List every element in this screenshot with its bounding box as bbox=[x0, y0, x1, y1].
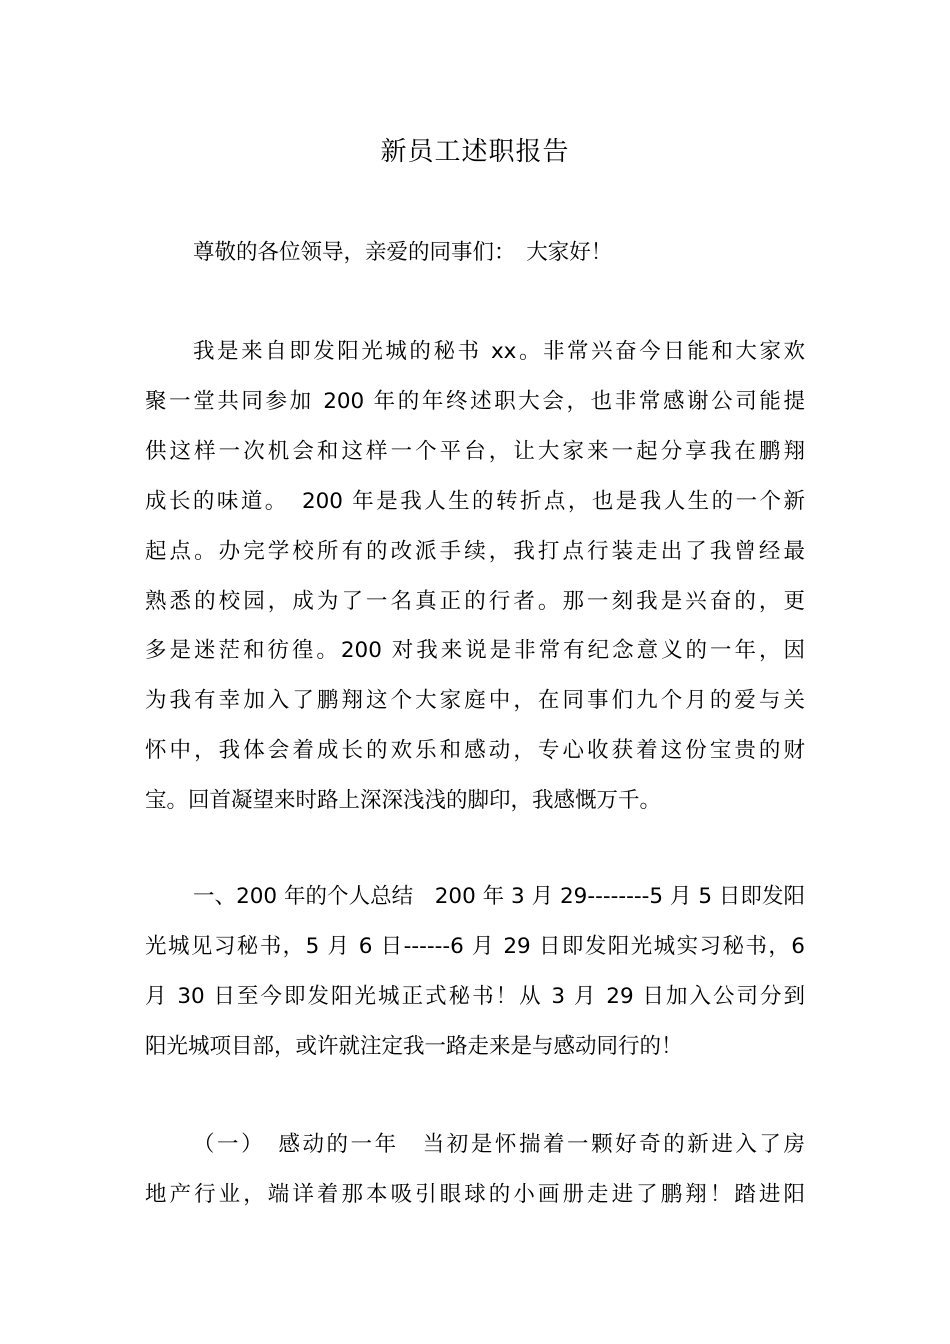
paragraph-1-line-9: 怀中，我体会着成长的欢乐和感动，专心收获着这份宝贵的财 bbox=[145, 738, 805, 763]
document-title: 新员工述职报告 bbox=[380, 137, 570, 167]
paragraph-1-line-7: 多是迷茫和彷徨。200 对我来说是非常有纪念意义的一年，因 bbox=[145, 638, 805, 663]
paragraph-1-line-6: 熟悉的校园，成为了一名真正的行者。那一刻我是兴奋的，更 bbox=[145, 589, 805, 614]
paragraph-1-line-10: 宝。回首凝望来时路上深深浅浅的脚印，我感慨万千。 bbox=[145, 788, 662, 813]
greeting-line: 尊敬的各位领导，亲爱的同事们： 大家好！ bbox=[193, 240, 613, 265]
paragraph-1-line-1: 我是来自即发阳光城的秘书 xx。非常兴奋今日能和大家欢 bbox=[193, 339, 805, 364]
paragraph-3-line-1: （一） 感动的一年 当初是怀揣着一颗好奇的新进入了房 bbox=[193, 1132, 805, 1157]
paragraph-1-line-2: 聚一堂共同参加 200 年的年终述职大会，也非常感谢公司能提 bbox=[145, 389, 805, 414]
paragraph-2-line-2: 光城见习秘书，5 月 6 日------6 月 29 日即发阳光城实习秘书，6 bbox=[145, 934, 805, 959]
paragraph-2-line-3: 月 30 日至今即发阳光城正式秘书！从 3 月 29 日加入公司分到 bbox=[145, 984, 805, 1009]
paragraph-1-line-8: 为我有幸加入了鹏翔这个大家庭中，在同事们九个月的爱与关 bbox=[145, 688, 805, 713]
paragraph-1-line-3: 供这样一次机会和这样一个平台，让大家来一起分享我在鹏翔 bbox=[145, 439, 805, 464]
paragraph-2-line-1: 一、200 年的个人总结 200 年 3 月 29--------5 月 5 日即发阳 bbox=[193, 884, 805, 909]
paragraph-1-line-5: 起点。办完学校所有的改派手续，我打点行装走出了我曾经最 bbox=[145, 539, 805, 564]
paragraph-1-line-4: 成长的味道。 200 年是我人生的转折点，也是我人生的一个新 bbox=[145, 489, 805, 514]
paragraph-2-line-4: 阳光城项目部，或许就注定我一路走来是与感动同行的！ bbox=[145, 1034, 683, 1059]
paragraph-3-line-2: 地产行业，端详着那本吸引眼球的小画册走进了鹏翔！踏进阳 bbox=[145, 1182, 805, 1207]
